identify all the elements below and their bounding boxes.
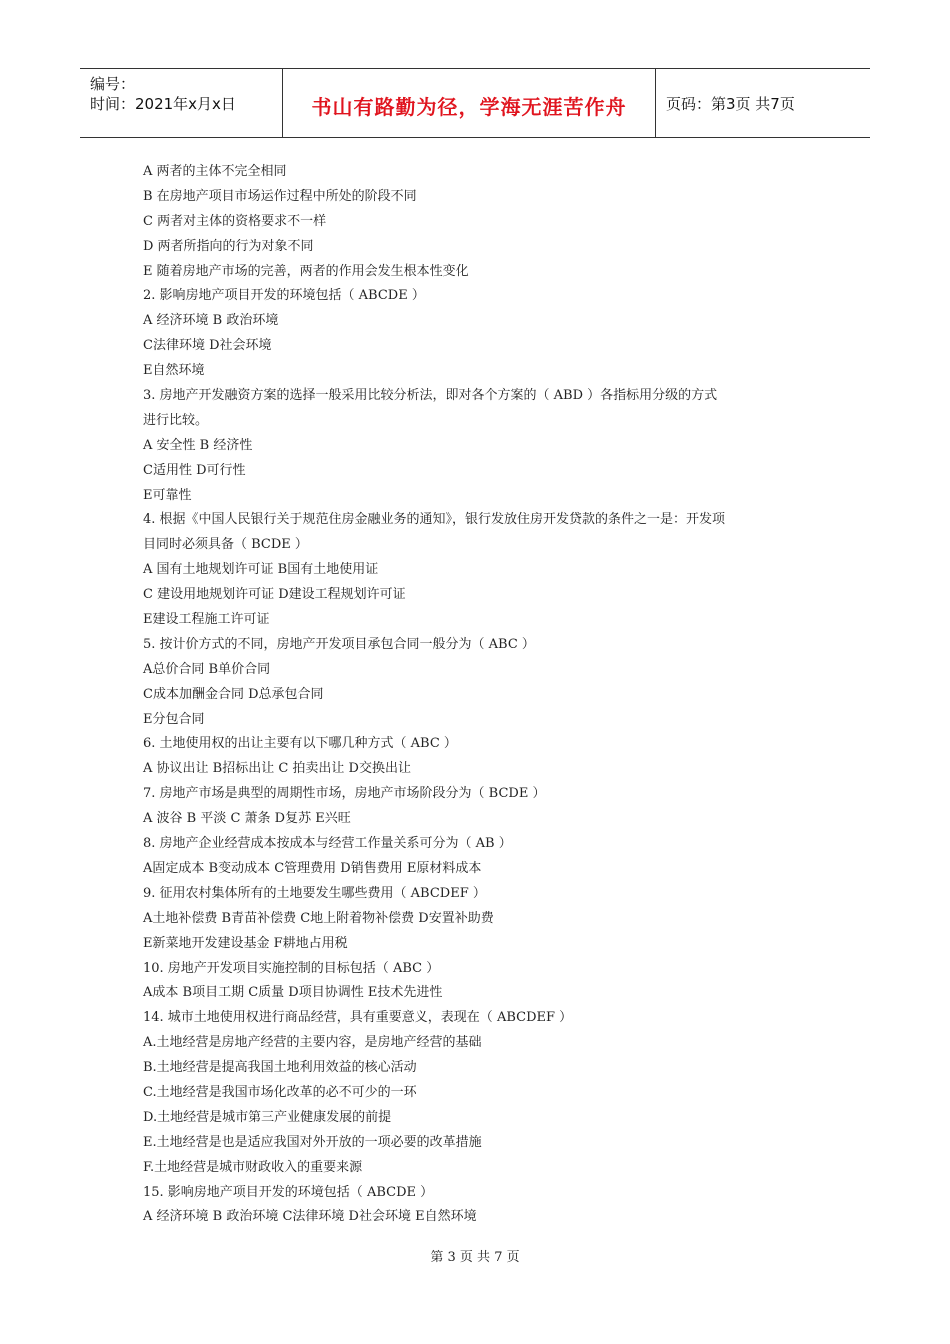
text-line: 7. 房地产市场是典型的周期性市场，房地产市场阶段分为（ BCDE ） — [143, 786, 546, 802]
text-line: C.土地经营是我国市场化改革的必不可少的一环 — [143, 1084, 417, 1100]
text-line: B 在房地产项目市场运作过程中所处的阶段不同 — [143, 188, 417, 204]
text-line: A 经济环境 B 政治环境 C法律环境 D社会环境 E自然环境 — [143, 1209, 477, 1225]
document-number-label: 编号： — [90, 75, 136, 93]
text-line: 8. 房地产企业经营成本按成本与经营工作量关系可分为（ AB ） — [143, 836, 512, 852]
text-line: 3. 房地产开发融资方案的选择一般采用比较分析法，即对各个方案的（ ABD ）各指标用分级的方式 — [143, 388, 718, 404]
header-motto-cell — [283, 69, 656, 137]
text-line: 9. 征用农村集体所有的土地要发生哪些费用（ ABCDEF ） — [143, 885, 486, 901]
document-date-label: 时间：2021年x月x日 — [90, 95, 236, 113]
text-line: 10. 房地产开发项目实施控制的目标包括（ ABC ） — [143, 960, 440, 976]
page-header — [80, 68, 870, 138]
text-line: 14. 城市土地使用权进行商品经营，具有重要意义，表现在（ ABCDEF ） — [143, 1010, 573, 1026]
text-line: B.土地经营是提高我国土地利用效益的核心活动 — [143, 1060, 417, 1076]
text-line: C 建设用地规划许可证 D建设工程规划许可证 — [143, 587, 406, 603]
text-line: E可靠性 — [143, 487, 192, 503]
text-line: C 两者对主体的资格要求不一样 — [143, 213, 327, 229]
text-line: E自然环境 — [143, 363, 205, 379]
header-page-cell — [656, 69, 870, 137]
text-line: E.土地经营是也是适应我国对外开放的一项必要的改革措施 — [143, 1134, 482, 1150]
text-line: 6. 土地使用权的出让主要有以下哪几种方式（ ABC ） — [143, 736, 457, 752]
text-line: C适用性 D可行性 — [143, 462, 246, 478]
text-line: A.土地经营是房地产经营的主要内容，是房地产经营的基础 — [143, 1035, 482, 1051]
text-line: 目同时必须具备（ BCDE ） — [143, 537, 308, 553]
text-line: D 两者所指向的行为对象不同 — [143, 238, 314, 254]
text-line: D.土地经营是城市第三产业健康发展的前提 — [143, 1109, 392, 1125]
text-line: 5. 按计价方式的不同，房地产开发项目承包合同一般分为（ ABC ） — [143, 636, 535, 652]
text-line: A总价合同 B单价合同 — [143, 661, 271, 677]
text-line: 进行比较。 — [143, 412, 209, 428]
text-line: E新菜地开发建设基金 F耕地占用税 — [143, 935, 348, 951]
document-body — [143, 160, 813, 1230]
text-line: A 协议出让 B招标出让 C 拍卖出让 D交换出让 — [143, 761, 411, 777]
text-line: A 安全性 B 经济性 — [143, 437, 253, 453]
text-line: A 国有土地规划许可证 B国有土地使用证 — [143, 562, 379, 578]
header-page-number: 页码：第3页 共7页 — [666, 95, 795, 113]
header-meta-cell — [80, 69, 283, 137]
text-line: A固定成本 B变动成本 C管理费用 D销售费用 E原材料成本 — [143, 860, 482, 876]
text-line: E 随着房地产市场的完善，两者的作用会发生根本性变化 — [143, 263, 469, 279]
text-line: E建设工程施工许可证 — [143, 612, 270, 628]
text-line: F.土地经营是城市财政收入的重要来源 — [143, 1159, 363, 1175]
text-line: C成本加酬金合同 D总承包合同 — [143, 686, 324, 702]
text-line: C法律环境 D社会环境 — [143, 338, 272, 354]
text-line: A土地补偿费 B青苗补偿费 C地上附着物补偿费 D安置补助费 — [143, 910, 494, 926]
page-footer: 第 3 页 共 7 页 — [430, 1250, 520, 1265]
text-line: A 波谷 B 平淡 C 萧条 D复苏 E兴旺 — [143, 811, 351, 827]
text-line: 2. 影响房地产项目开发的环境包括（ ABCDE ） — [143, 288, 425, 304]
text-line: A 经济环境 B 政治环境 — [143, 313, 279, 329]
header-motto: 书山有路勤为径，学海无涯苦作舟 — [311, 95, 627, 119]
text-line: 15. 影响房地产项目开发的环境包括（ ABCDE ） — [143, 1184, 434, 1200]
text-line: A成本 B项目工期 C质量 D项目协调性 E技术先进性 — [143, 985, 443, 1001]
text-line: E分包合同 — [143, 711, 205, 727]
text-line: 4. 根据《中国人民银行关于规范住房金融业务的通知》，银行发放住房开发贷款的条件之一是：开发项 — [143, 512, 726, 528]
text-line: A 两者的主体不完全相同 — [143, 164, 287, 179]
